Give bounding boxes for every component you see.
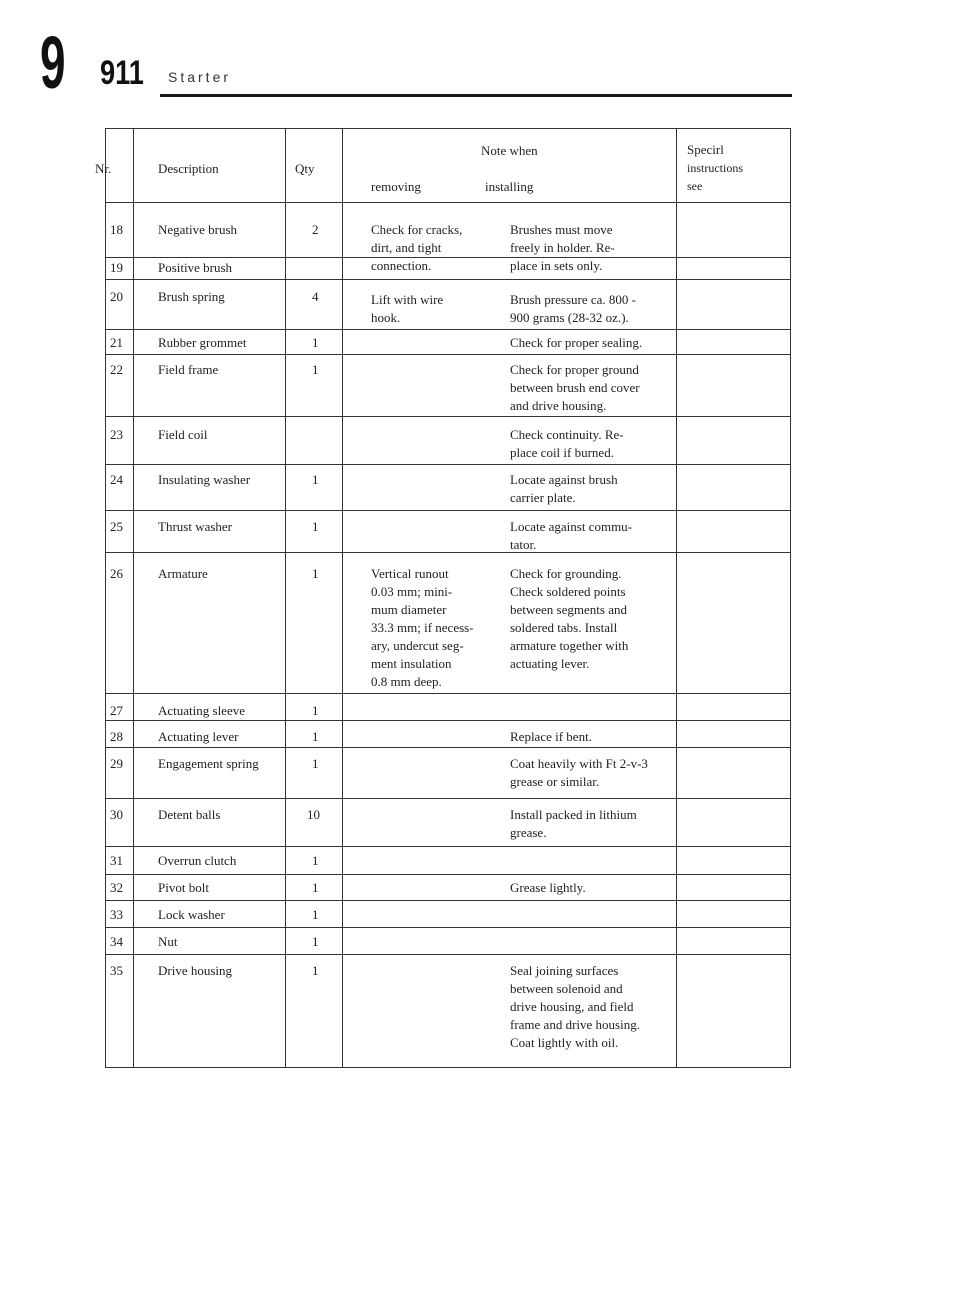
note-line: hook. [371, 310, 401, 325]
row-description: Actuating sleeve [158, 703, 245, 718]
note-line: ary, undercut seg- [371, 638, 464, 653]
note-line: armature together with [510, 638, 629, 653]
row-qty: 4 [312, 289, 319, 304]
note-line: Install packed in lithium [510, 807, 637, 822]
row-divider [105, 329, 791, 330]
row-nr: 35 [110, 963, 123, 978]
note-installing [510, 426, 624, 462]
note-installing [510, 755, 648, 791]
row-description: Lock washer [158, 907, 225, 922]
note-line: Locate against brush [510, 472, 618, 487]
row-qty: 1 [312, 729, 319, 744]
row-description: Engagement spring [158, 756, 259, 771]
note-line: 0.03 mm; mini- [371, 584, 453, 599]
row-description: Insulating washer [158, 472, 251, 487]
note-line: tator. [510, 537, 537, 552]
row-divider [105, 747, 791, 748]
note-line: and drive housing. [510, 398, 607, 413]
row-qty: 1 [312, 963, 319, 978]
note-removing [371, 291, 443, 327]
row-divider [105, 416, 791, 417]
row-qty: 1 [312, 335, 319, 350]
note-line: Check soldered points [510, 584, 626, 599]
note-line: frame and drive housing. [510, 1017, 640, 1032]
row-divider [105, 846, 791, 847]
note-line: Seal joining surfaces [510, 963, 619, 978]
note-line: Coat heavily with Ft 2-v-3 [510, 756, 648, 771]
row-divider [105, 510, 791, 511]
row-nr: 18 [110, 222, 123, 237]
row-divider [105, 693, 791, 694]
note-line: Check for proper sealing. [510, 335, 643, 350]
note-line: 33.3 mm; if necess- [371, 620, 474, 635]
note-line: between brush end cover [510, 380, 640, 395]
row-qty: 1 [312, 566, 319, 581]
row-nr: 33 [110, 907, 123, 922]
row-qty: 1 [312, 703, 319, 718]
note-line: ment insulation [371, 656, 452, 671]
row-nr: 22 [110, 362, 123, 377]
header-instructions: instructions [687, 161, 743, 175]
note-line: Grease lightly. [510, 880, 586, 895]
row-description: Drive housing [158, 963, 233, 978]
note-line: Check for proper ground [510, 362, 639, 377]
note-line: dirt, and tight [371, 240, 442, 255]
row-description: Pivot bolt [158, 880, 209, 895]
row-nr: 24 [110, 472, 123, 487]
row-nr: 21 [110, 335, 123, 350]
row-qty: 1 [312, 907, 319, 922]
row-divider [105, 279, 791, 280]
note-installing [510, 565, 628, 673]
row-divider [105, 927, 791, 928]
row-description: Field frame [158, 362, 219, 377]
row-divider [105, 798, 791, 799]
note-line: place coil if burned. [510, 445, 614, 460]
row-nr: 29 [110, 756, 123, 771]
note-line: mum diameter [371, 602, 447, 617]
note-line: freely in holder. Re- [510, 240, 615, 255]
row-qty: 1 [312, 519, 319, 534]
note-line: Check for cracks, [371, 222, 463, 237]
row-description: Brush spring [158, 289, 225, 304]
header-removing: removing [371, 179, 421, 194]
parts-table [95, 128, 791, 1068]
row-description: Field coil [158, 427, 208, 442]
row-description: Nut [158, 934, 178, 949]
note-installing [510, 221, 615, 275]
row-description: Rubber grommet [158, 335, 247, 350]
row-divider [105, 464, 791, 465]
row-description: Positive brush [158, 260, 233, 275]
note-line: 0.8 mm deep. [371, 674, 442, 689]
note-line: place in sets only. [510, 258, 603, 273]
note-removing [371, 221, 462, 275]
note-line: Check for grounding. [510, 566, 622, 581]
note-installing [510, 806, 637, 842]
row-qty: 10 [307, 807, 320, 822]
row-qty: 2 [312, 222, 319, 237]
note-installing [510, 361, 640, 415]
row-nr: 31 [110, 853, 123, 868]
note-line: drive housing, and field [510, 999, 634, 1014]
row-nr: 34 [110, 934, 123, 949]
note-installing [510, 471, 618, 507]
table-border-bottom [105, 1067, 791, 1068]
header-see: see [687, 179, 703, 193]
note-installing [510, 518, 632, 554]
row-qty: 1 [312, 853, 319, 868]
note-line: grease or similar. [510, 774, 600, 789]
note-removing [371, 565, 474, 691]
header-special: Specirl [687, 142, 724, 157]
table-border-top [105, 128, 791, 129]
header-rule [160, 94, 792, 97]
model-number: 911 [100, 54, 144, 92]
row-nr: 30 [110, 807, 123, 822]
note-line: Lift with wire [371, 292, 444, 307]
row-nr: 28 [110, 729, 123, 744]
row-divider [105, 900, 791, 901]
row-divider [105, 954, 791, 955]
row-qty: 1 [312, 934, 319, 949]
note-installing [510, 962, 640, 1052]
row-qty: 1 [312, 880, 319, 895]
note-line: between segments and [510, 602, 627, 617]
note-line: actuating lever. [510, 656, 590, 671]
header-divider [105, 202, 791, 203]
note-line: soldered tabs. Install [510, 620, 618, 635]
row-nr: 25 [110, 519, 123, 534]
note-installing [510, 879, 586, 897]
row-nr: 20 [110, 289, 123, 304]
row-qty: 1 [312, 362, 319, 377]
row-description: Armature [158, 566, 208, 581]
note-installing [510, 728, 592, 746]
note-line: Check continuity. Re- [510, 427, 624, 442]
header-description: Description [158, 161, 219, 176]
row-description: Overrun clutch [158, 853, 237, 868]
row-description: Detent balls [158, 807, 221, 822]
header-nr: Nr. [95, 161, 112, 176]
row-divider [105, 874, 791, 875]
note-installing [510, 291, 636, 327]
note-line: connection. [371, 258, 432, 273]
note-line: carrier plate. [510, 490, 576, 505]
row-description: Negative brush [158, 222, 238, 237]
header-qty: Qty [295, 161, 315, 176]
note-line: Brushes must move [510, 222, 613, 237]
note-line: Coat lightly with oil. [510, 1035, 619, 1050]
row-description: Thrust washer [158, 519, 233, 534]
note-line: between solenoid and [510, 981, 623, 996]
row-divider [105, 552, 791, 553]
row-nr: 23 [110, 427, 123, 442]
row-description: Actuating lever [158, 729, 239, 744]
row-nr: 26 [110, 566, 123, 581]
row-divider [105, 354, 791, 355]
note-line: grease. [510, 825, 547, 840]
note-line: Brush pressure ca. 800 - [510, 292, 636, 307]
row-divider [105, 720, 791, 721]
row-nr: 32 [110, 880, 123, 895]
note-line: Locate against commu- [510, 519, 633, 534]
header-note-when: Note when [481, 143, 538, 158]
row-nr: 27 [110, 703, 123, 718]
row-qty: 1 [312, 756, 319, 771]
note-line: Vertical runout [371, 566, 449, 581]
row-nr: 19 [110, 260, 123, 275]
row-qty: 1 [312, 472, 319, 487]
note-installing [510, 334, 642, 352]
header-installing: installing [485, 179, 534, 194]
note-line: 900 grams (28-32 oz.). [510, 310, 629, 325]
note-line: Replace if bent. [510, 729, 592, 744]
section-title: Starter [168, 69, 232, 85]
chapter-number: 9 [40, 21, 66, 104]
